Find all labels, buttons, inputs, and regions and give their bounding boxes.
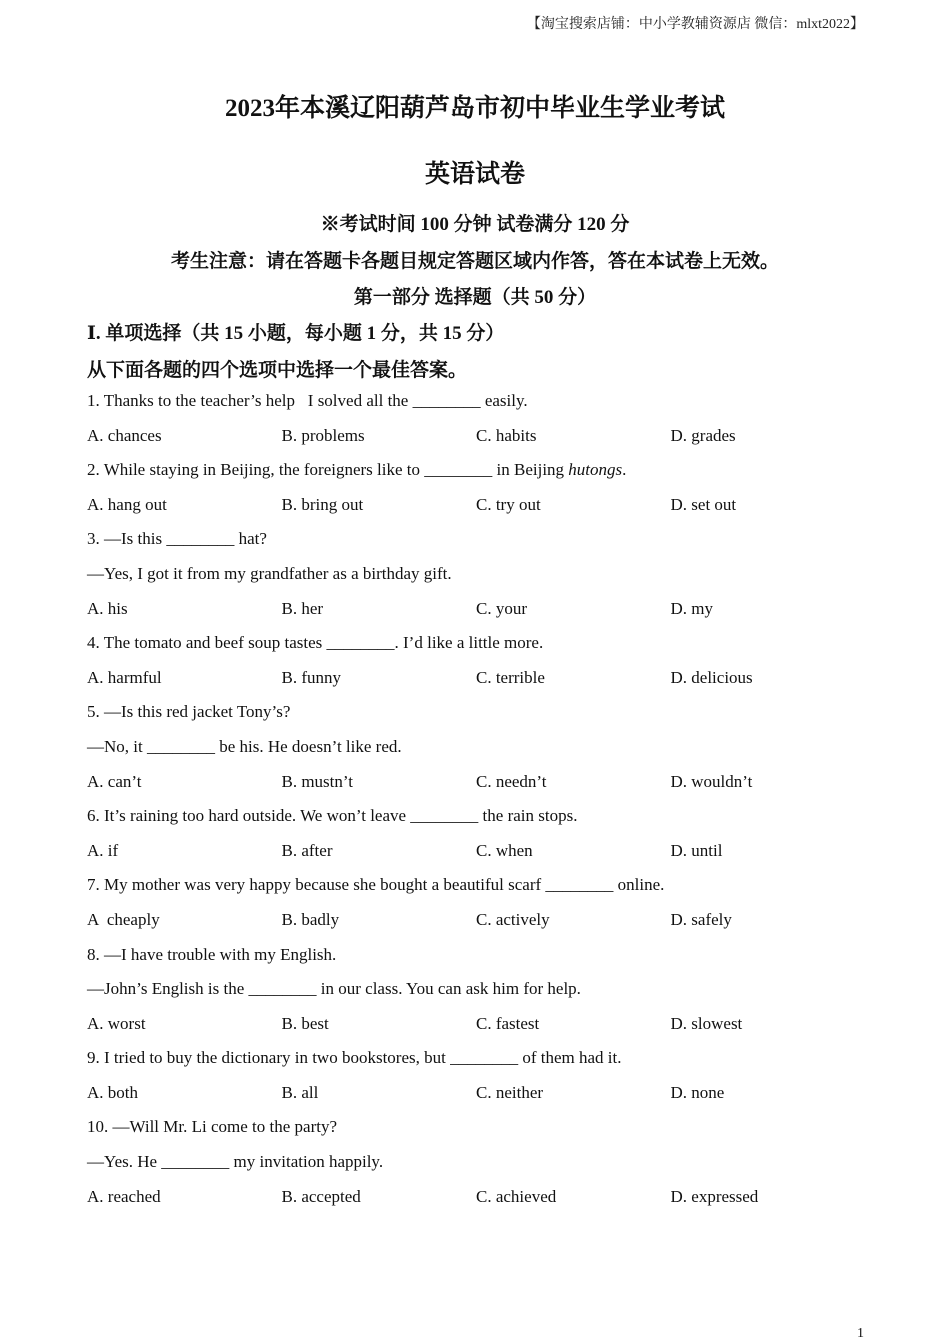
option-b: B. funny bbox=[281, 667, 341, 687]
option-d: D. none bbox=[670, 1082, 725, 1102]
option-b: B. after bbox=[281, 840, 333, 860]
option-b: B. accepted bbox=[281, 1186, 361, 1206]
question-reply: —Yes, I got it from my grandfather as a birthday gift. bbox=[87, 563, 452, 583]
question-stem: 6. It’s raining too hard outside. We won’t leave ________ the rain stops. bbox=[87, 806, 578, 826]
option-row bbox=[87, 1186, 877, 1221]
question-5 bbox=[87, 701, 877, 805]
question-2 bbox=[87, 459, 877, 528]
option-a: A. reached bbox=[87, 1186, 161, 1206]
question-stem: 5. —Is this red jacket Tony’s? bbox=[87, 702, 291, 722]
option-row bbox=[87, 667, 877, 702]
question-list bbox=[87, 390, 877, 1220]
option-c: C. needn’t bbox=[476, 771, 547, 791]
option-a: A. if bbox=[87, 840, 119, 860]
option-d: D. grades bbox=[670, 425, 736, 445]
question-reply: —No, it ________ be his. He doesn’t like red. bbox=[87, 736, 402, 756]
option-row bbox=[87, 840, 877, 875]
option-d: D. safely bbox=[670, 909, 732, 929]
question-reply: —John’s English is the ________ in our class. You can ask him for help. bbox=[87, 979, 581, 999]
option-d: D. delicious bbox=[670, 667, 753, 687]
exam-info: ※考试时间 100 分钟 试卷满分 120 分 bbox=[320, 214, 630, 235]
part-heading: 第一部分 选择题（共 50 分） bbox=[353, 287, 597, 308]
page-number: 1 bbox=[857, 1326, 864, 1341]
option-row bbox=[87, 598, 877, 633]
option-a: A. can’t bbox=[87, 771, 142, 791]
option-c: C. try out bbox=[476, 494, 541, 514]
option-a: A. chances bbox=[87, 425, 162, 445]
question-9 bbox=[87, 1047, 877, 1116]
question-stem: 1. Thanks to the teacher’s help I solved all the ________ easily. bbox=[87, 391, 528, 410]
option-row bbox=[87, 1082, 877, 1117]
option-c: C. terrible bbox=[476, 667, 545, 687]
page-header: 【淘宝搜索店铺：中小学教辅资源店 微信：mlxt2022】 bbox=[526, 17, 864, 32]
option-b: B. problems bbox=[281, 425, 365, 445]
option-c: C. fastest bbox=[476, 1013, 540, 1033]
option-b: B. bring out bbox=[281, 494, 364, 514]
option-c: C. achieved bbox=[476, 1186, 557, 1206]
option-b: B. badly bbox=[281, 909, 340, 929]
option-d: D. slowest bbox=[670, 1013, 743, 1033]
option-b: B. all bbox=[281, 1082, 319, 1102]
question-1 bbox=[87, 390, 877, 459]
option-b: B. best bbox=[281, 1013, 329, 1033]
question-stem: 4. The tomato and beef soup tastes ________. I’d like a little more. bbox=[87, 633, 544, 653]
option-row bbox=[87, 771, 877, 806]
question-stem: 9. I tried to buy the dictionary in two bookstores, but ________ of them had it. bbox=[87, 1048, 622, 1068]
question-stem: 3. —Is this ________ hat? bbox=[87, 529, 267, 549]
question-4 bbox=[87, 632, 877, 701]
option-b: B. mustn’t bbox=[281, 771, 353, 791]
option-b: B. her bbox=[281, 598, 324, 618]
option-c: C. your bbox=[476, 598, 527, 618]
exam-title: 2023年本溪辽阳葫芦岛市初中毕业生学业考试 bbox=[224, 95, 725, 122]
option-c: C. when bbox=[476, 840, 533, 860]
option-a: A. harmful bbox=[87, 667, 162, 687]
question-stem: 10. —Will Mr. Li come to the party? bbox=[87, 1117, 338, 1137]
option-d: D. set out bbox=[670, 494, 737, 514]
question-6 bbox=[87, 805, 877, 874]
option-a: A. worst bbox=[87, 1013, 146, 1033]
question-3 bbox=[87, 528, 877, 632]
section-instruction: 从下面各题的四个选项中选择一个最佳答案。 bbox=[87, 360, 468, 381]
question-7 bbox=[87, 874, 877, 943]
option-c: C. habits bbox=[476, 425, 537, 445]
exam-subtitle: 英语试卷 bbox=[424, 161, 525, 188]
option-a: A. both bbox=[87, 1082, 138, 1102]
section-heading: Ⅰ. 单项选择（共 15 小题，每小题 1 分，共 15 分） bbox=[87, 323, 505, 344]
question-10 bbox=[87, 1116, 877, 1220]
exam-notice: 考生注意：请在答题卡各题目规定答题区域内作答，答在本试卷上无效。 bbox=[170, 251, 779, 272]
question-stem: 2. While staying in Beijing, the foreigners like to ________ in Beijing hutongs. bbox=[87, 460, 627, 480]
question-reply: —Yes. He ________ my invitation happily. bbox=[87, 1152, 384, 1172]
question-8 bbox=[87, 944, 877, 1048]
option-d: D. expressed bbox=[670, 1186, 759, 1206]
option-a: A. hang out bbox=[87, 494, 167, 514]
option-c: C. neither bbox=[476, 1082, 544, 1102]
option-d: D. until bbox=[670, 840, 723, 860]
option-d: D. my bbox=[670, 598, 713, 618]
option-d: D. wouldn’t bbox=[670, 771, 753, 791]
option-row bbox=[87, 909, 877, 944]
option-row bbox=[87, 1013, 877, 1048]
option-row bbox=[87, 425, 877, 460]
question-stem: 7. My mother was very happy because she bought a beautiful scarf ________ online. bbox=[87, 875, 665, 895]
option-c: C. actively bbox=[476, 909, 550, 929]
option-a: A cheaply bbox=[87, 909, 160, 929]
question-stem: 8. —I have trouble with my English. bbox=[87, 944, 337, 964]
option-a: A. his bbox=[87, 598, 128, 618]
option-row bbox=[87, 494, 877, 529]
